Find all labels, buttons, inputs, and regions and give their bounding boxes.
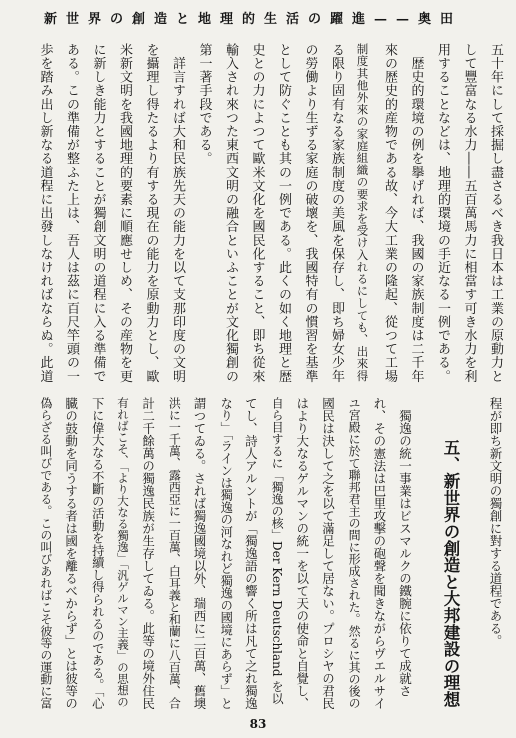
section-heading: 五、新世界の創造と大邦建設の理想 <box>441 439 460 708</box>
text-column: 臓の鼓動を同うする者は國を離るべからず」とは彼等の <box>63 397 79 709</box>
text-column: の勞働より生ずる家庭の破壞を、我國特有の慣習を基準 <box>302 43 318 383</box>
text-column: 計二千餘萬の獨逸民族が生存してゐる。此等の境外住民 <box>140 397 156 709</box>
text-column: 洪に一千萬、露西亞に一百萬、白耳義と和蘭に八百萬、合 <box>167 397 182 709</box>
lower-tier <box>32 397 508 709</box>
text-column: 米新文明を我國地理的要素に順應せしめ、その産物を更 <box>117 43 132 383</box>
text-column: 輸入され來つた東西文明の融合といふことが文化獨創の <box>223 43 238 383</box>
text-column: を攝理し得たるより有する現在の能力を原動力とし、歐 <box>143 43 159 383</box>
text-column: ある。この準備が整ふた上は、吾人は茲に百尺竿頭の一 <box>64 43 79 383</box>
text-column: 程が即ち新文明の獨創に對する道程である。 <box>488 397 503 647</box>
text-column: 制度其他外來の家庭組織の要求を受け入れるにしても、出來得 <box>355 43 370 382</box>
text-column: 獨逸の統一事業はビスマルクの鐵腕に依りて成就さ <box>397 397 413 697</box>
running-head: 新世界の創造と地理的生活の躍進——奥田 <box>44 12 463 27</box>
text-column: に新しき能力とすることが獨創文明の道程に入る準備で <box>90 43 106 383</box>
text-column: 五十年にして採掘し盡さるべき我日本は工業の原動力と <box>488 43 503 383</box>
text-column: 謂つてゐる。されば獨逸國境以外、瑞西に二百萬、舊墺 <box>192 397 207 709</box>
text-column: 第一著手段である。 <box>196 43 212 166</box>
text-column: 國民は決して之を以て滿足して居ない。プロシヤの君民 <box>320 397 336 709</box>
text-column: ユ宮殿に於て聯邦君主の間に形成された。然るに其の後の <box>347 397 362 709</box>
text-column: 下に偉大なる不斷の活動を持續し得られるのである。「心 <box>90 397 105 709</box>
text-column: なり」「ラインは獨逸の河なれど獨逸の國境にあらず」と <box>218 397 233 709</box>
text-column: として防ぐことも其の一例である。此くの如く地理と歴 <box>276 43 291 383</box>
text-column: 來の歴史的産物である故、今大工業の隆起、從つて工場 <box>382 43 397 383</box>
text-column: 有ればこそ、「より大なる獨逸」「汎ゲルマン主義」の思想の <box>115 397 130 708</box>
text-column: れ、その憲法は巴里攻擊の砲聲を聞きながらヴエルサイ <box>371 397 387 709</box>
text-column: る限り固有なる家族制度の美風を保存し、即ち婦女少年 <box>329 43 344 383</box>
text-column: はより大なるゲルマンの統一を以て天の使命と自覺し、 <box>294 397 310 709</box>
text-column: 用することなどは、地理的環境の手近なる一例である。 <box>435 43 450 383</box>
page-number: 83 <box>249 717 267 731</box>
text-column: 詳言すれば大和民族先天の能力を以て支那印度の文明 <box>170 43 185 383</box>
upper-tier <box>31 43 508 385</box>
text-column: 自ら目するに「獨逸の核」Der Kern Deutschland を以 <box>270 397 285 705</box>
text-column: 偽らざる叫びである。この叫びあればこそ彼等の運動に富 <box>38 397 53 709</box>
text-column: てし、詩人アルントが「獨逸語の響く所は凡て之れ獨逸 <box>243 397 259 709</box>
text-column: して豐富なる水力――五百萬馬力に相當す可き水力を利 <box>461 43 477 383</box>
text-column: 歩を踏み出し新なる道程に出發しなければならぬ。此道 <box>37 43 53 383</box>
text-column: 歴史的環境の例を擧げれば、我國の家族制度は二千年 <box>408 43 424 383</box>
text-column: 史との力によつて歐米文化を國民化すること、即ち從來 <box>249 43 265 383</box>
